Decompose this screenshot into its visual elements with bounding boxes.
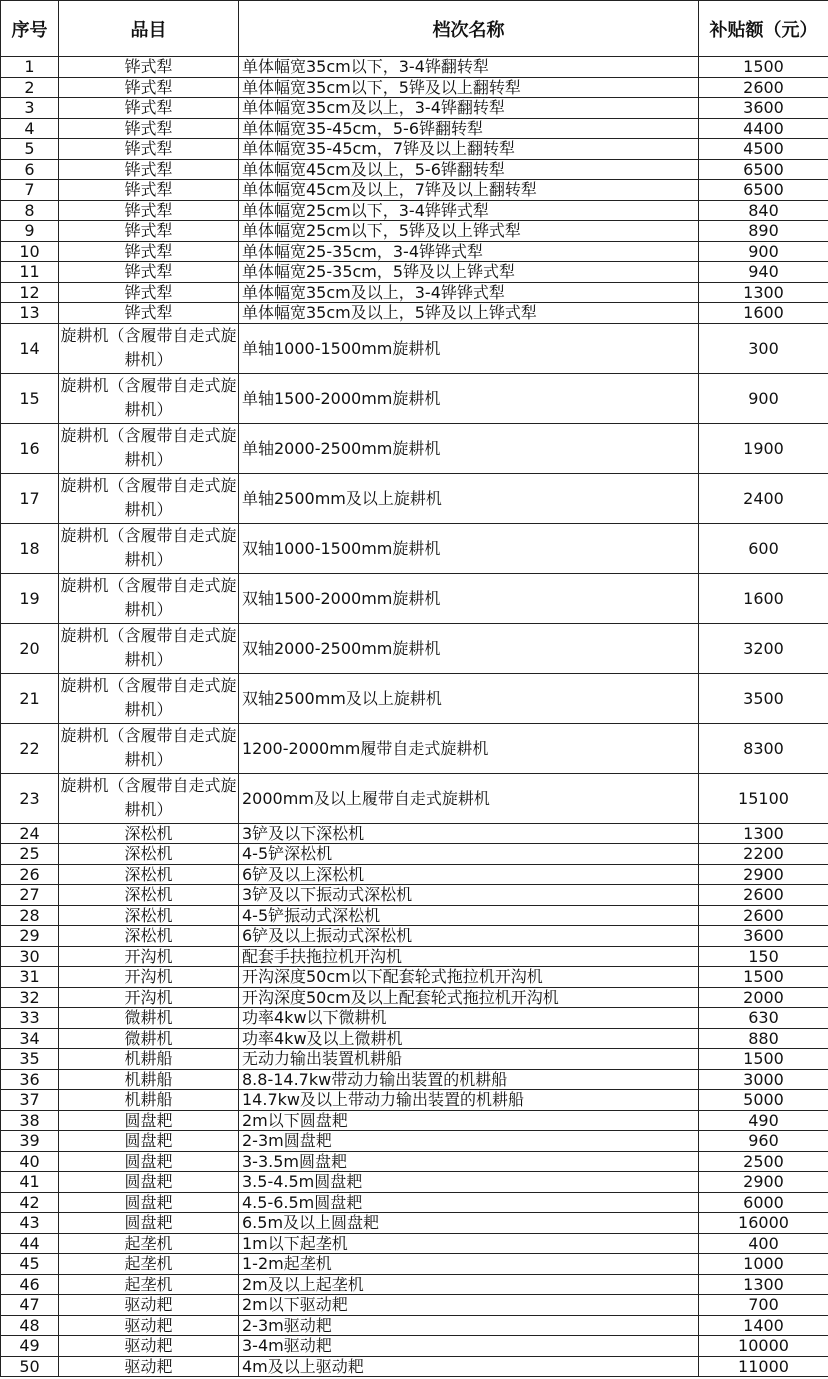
row-amount: 10000 [699,1336,828,1357]
row-spec: 4-5铲深松机 [239,844,699,865]
row-no: 32 [1,987,59,1008]
row-no: 30 [1,946,59,967]
row-amount: 890 [699,221,828,242]
row-no: 36 [1,1069,59,1090]
table-row [1,57,828,78]
row-amount: 880 [699,1028,828,1049]
header-spec: 档次名称 [239,1,699,57]
row-no: 48 [1,1315,59,1336]
row-spec: 单体幅宽25-35cm，3-4铧铧式犁 [239,241,699,262]
row-amount: 400 [699,1233,828,1254]
row-spec: 1-2m起垄机 [239,1254,699,1275]
table-row [1,423,828,473]
row-spec: 1m以下起垄机 [239,1233,699,1254]
table-row [1,1090,828,1111]
row-item: 旋耕机（含履带自走式旋耕机） [59,623,239,673]
table-row [1,282,828,303]
row-no: 21 [1,673,59,723]
table-row [1,523,828,573]
row-no: 5 [1,139,59,160]
table-row [1,864,828,885]
row-amount: 1500 [699,57,828,78]
row-no: 39 [1,1131,59,1152]
row-amount: 1500 [699,1049,828,1070]
row-item: 旋耕机（含履带自走式旋耕机） [59,723,239,773]
table-row [1,241,828,262]
table-row [1,77,828,98]
row-amount: 2600 [699,885,828,906]
row-amount: 1400 [699,1315,828,1336]
row-spec: 3-3.5m圆盘耙 [239,1151,699,1172]
table-body [1,57,828,1377]
row-amount: 2000 [699,987,828,1008]
row-no: 11 [1,262,59,283]
row-spec: 4.5-6.5m圆盘耙 [239,1192,699,1213]
row-amount: 150 [699,946,828,967]
row-spec: 1200-2000mm履带自走式旋耕机 [239,723,699,773]
row-amount: 1900 [699,423,828,473]
row-spec: 开沟深度50cm以下配套轮式拖拉机开沟机 [239,967,699,988]
row-amount: 2400 [699,473,828,523]
row-amount: 300 [699,323,828,373]
row-item: 圆盘耙 [59,1192,239,1213]
row-item: 圆盘耙 [59,1213,239,1234]
table-row [1,98,828,119]
row-no: 43 [1,1213,59,1234]
row-amount: 1500 [699,967,828,988]
row-no: 35 [1,1049,59,1070]
row-no: 33 [1,1008,59,1029]
table-row [1,723,828,773]
row-spec: 2-3m圆盘耙 [239,1131,699,1152]
table-row [1,573,828,623]
row-amount: 700 [699,1295,828,1316]
table-row [1,673,828,723]
row-amount: 3000 [699,1069,828,1090]
row-spec: 单轴2000-2500mm旋耕机 [239,423,699,473]
table-row [1,180,828,201]
row-spec: 4-5铲振动式深松机 [239,905,699,926]
header-row [1,1,828,57]
table-row [1,1356,828,1377]
row-no: 8 [1,200,59,221]
row-amount: 4500 [699,139,828,160]
row-spec: 14.7kw及以上带动力输出装置的机耕船 [239,1090,699,1111]
table-row [1,1336,828,1357]
row-amount: 2200 [699,844,828,865]
row-spec: 单体幅宽45cm及以上，5-6铧翻转犁 [239,159,699,180]
row-spec: 双轴1000-1500mm旋耕机 [239,523,699,573]
row-amount: 490 [699,1110,828,1131]
row-no: 20 [1,623,59,673]
row-spec: 单体幅宽25cm以下，5铧及以上铧式犁 [239,221,699,242]
row-spec: 双轴2500mm及以上旋耕机 [239,673,699,723]
row-item: 驱动耙 [59,1356,239,1377]
row-amount: 6000 [699,1192,828,1213]
row-spec: 单体幅宽45cm及以上，7铧及以上翻转犁 [239,180,699,201]
row-item: 开沟机 [59,987,239,1008]
row-no: 16 [1,423,59,473]
row-amount: 15100 [699,773,828,823]
table-row [1,373,828,423]
row-item: 旋耕机（含履带自走式旋耕机） [59,373,239,423]
row-item: 铧式犁 [59,262,239,283]
row-item: 铧式犁 [59,118,239,139]
row-no: 47 [1,1295,59,1316]
row-spec: 单体幅宽35cm以下，3-4铧翻转犁 [239,57,699,78]
table-row [1,823,828,844]
row-item: 深松机 [59,864,239,885]
table-row [1,118,828,139]
row-amount: 11000 [699,1356,828,1377]
row-item: 圆盘耙 [59,1131,239,1152]
row-amount: 6500 [699,180,828,201]
row-no: 4 [1,118,59,139]
row-no: 46 [1,1274,59,1295]
table-row [1,623,828,673]
table-row [1,1008,828,1029]
row-item: 开沟机 [59,967,239,988]
row-spec: 开沟深度50cm及以上配套轮式拖拉机开沟机 [239,987,699,1008]
row-amount: 6500 [699,159,828,180]
row-no: 18 [1,523,59,573]
table-row [1,303,828,324]
table-row [1,1028,828,1049]
row-spec: 单体幅宽25-35cm，5铧及以上铧式犁 [239,262,699,283]
row-spec: 6铲及以上振动式深松机 [239,926,699,947]
row-amount: 3600 [699,926,828,947]
row-spec: 单体幅宽25cm以下，3-4铧铧式犁 [239,200,699,221]
row-spec: 单体幅宽35-45cm，5-6铧翻转犁 [239,118,699,139]
row-spec: 4m及以上驱动耙 [239,1356,699,1377]
row-amount: 3200 [699,623,828,673]
row-item: 铧式犁 [59,139,239,160]
row-spec: 无动力输出装置机耕船 [239,1049,699,1070]
table-row [1,946,828,967]
row-amount: 1300 [699,282,828,303]
row-item: 旋耕机（含履带自走式旋耕机） [59,773,239,823]
row-amount: 2500 [699,1151,828,1172]
row-amount: 2600 [699,905,828,926]
table-header [1,1,828,57]
header-no: 序号 [1,1,59,57]
row-no: 22 [1,723,59,773]
table-row [1,262,828,283]
row-no: 24 [1,823,59,844]
table-row [1,967,828,988]
row-spec: 单轴2500mm及以上旋耕机 [239,473,699,523]
row-amount: 600 [699,523,828,573]
row-spec: 6铲及以上深松机 [239,864,699,885]
table-row [1,987,828,1008]
header-subsidy: 补贴额（元） [699,1,828,57]
table-row [1,1254,828,1275]
row-amount: 1000 [699,1254,828,1275]
row-item: 微耕机 [59,1028,239,1049]
row-no: 37 [1,1090,59,1111]
row-amount: 2900 [699,1172,828,1193]
row-amount: 1600 [699,303,828,324]
row-no: 42 [1,1192,59,1213]
row-no: 17 [1,473,59,523]
row-spec: 功率4kw及以上微耕机 [239,1028,699,1049]
row-no: 7 [1,180,59,201]
row-item: 深松机 [59,926,239,947]
table-row [1,323,828,373]
row-amount: 16000 [699,1213,828,1234]
row-amount: 2600 [699,77,828,98]
table-row [1,773,828,823]
row-spec: 3.5-4.5m圆盘耙 [239,1172,699,1193]
row-no: 25 [1,844,59,865]
table-row [1,1274,828,1295]
row-item: 铧式犁 [59,57,239,78]
table-row [1,159,828,180]
row-spec: 6.5m及以上圆盘耙 [239,1213,699,1234]
row-no: 40 [1,1151,59,1172]
table-row [1,926,828,947]
table-row [1,139,828,160]
row-amount: 900 [699,241,828,262]
row-no: 31 [1,967,59,988]
row-no: 28 [1,905,59,926]
row-spec: 3铲及以下深松机 [239,823,699,844]
row-no: 38 [1,1110,59,1131]
row-item: 铧式犁 [59,241,239,262]
row-amount: 940 [699,262,828,283]
row-item: 起垄机 [59,1274,239,1295]
row-item: 深松机 [59,885,239,906]
header-item: 品目 [59,1,239,57]
row-item: 圆盘耙 [59,1151,239,1172]
row-spec: 双轴2000-2500mm旋耕机 [239,623,699,673]
row-item: 深松机 [59,844,239,865]
row-amount: 1300 [699,823,828,844]
row-item: 铧式犁 [59,200,239,221]
row-amount: 1300 [699,1274,828,1295]
row-no: 2 [1,77,59,98]
row-no: 6 [1,159,59,180]
row-item: 铧式犁 [59,221,239,242]
table-row [1,1069,828,1090]
table-row [1,200,828,221]
row-no: 10 [1,241,59,262]
row-spec: 单体幅宽35cm及以上，3-4铧翻转犁 [239,98,699,119]
table-row [1,1110,828,1131]
row-no: 29 [1,926,59,947]
row-amount: 5000 [699,1090,828,1111]
row-amount: 3500 [699,673,828,723]
row-item: 旋耕机（含履带自走式旋耕机） [59,323,239,373]
row-spec: 单体幅宽35cm及以上，5铧及以上铧式犁 [239,303,699,324]
row-item: 机耕船 [59,1090,239,1111]
row-item: 圆盘耙 [59,1110,239,1131]
row-amount: 900 [699,373,828,423]
row-amount: 2900 [699,864,828,885]
row-item: 圆盘耙 [59,1172,239,1193]
row-no: 41 [1,1172,59,1193]
row-no: 14 [1,323,59,373]
row-spec: 2m以下圆盘耙 [239,1110,699,1131]
row-item: 驱动耙 [59,1336,239,1357]
row-no: 44 [1,1233,59,1254]
row-no: 27 [1,885,59,906]
row-item: 起垄机 [59,1233,239,1254]
row-no: 9 [1,221,59,242]
table-row [1,221,828,242]
row-no: 49 [1,1336,59,1357]
table-row [1,1315,828,1336]
row-item: 开沟机 [59,946,239,967]
row-item: 机耕船 [59,1049,239,1070]
table-row [1,1172,828,1193]
row-no: 34 [1,1028,59,1049]
table-row [1,1192,828,1213]
row-no: 23 [1,773,59,823]
row-item: 铧式犁 [59,98,239,119]
row-item: 深松机 [59,905,239,926]
row-item: 铧式犁 [59,180,239,201]
row-item: 铧式犁 [59,282,239,303]
row-item: 旋耕机（含履带自走式旋耕机） [59,573,239,623]
row-item: 旋耕机（含履带自走式旋耕机） [59,673,239,723]
row-item: 铧式犁 [59,159,239,180]
row-no: 50 [1,1356,59,1377]
table-row [1,1151,828,1172]
table-row [1,1049,828,1070]
row-spec: 单体幅宽35-45cm，7铧及以上翻转犁 [239,139,699,160]
row-item: 深松机 [59,823,239,844]
row-amount: 960 [699,1131,828,1152]
row-no: 12 [1,282,59,303]
row-item: 铧式犁 [59,303,239,324]
row-item: 微耕机 [59,1008,239,1029]
table-row [1,473,828,523]
row-no: 26 [1,864,59,885]
table-row [1,885,828,906]
row-spec: 2000mm及以上履带自走式旋耕机 [239,773,699,823]
row-no: 13 [1,303,59,324]
row-spec: 2m及以上起垄机 [239,1274,699,1295]
row-amount: 3600 [699,98,828,119]
row-item: 起垄机 [59,1254,239,1275]
row-spec: 8.8-14.7kw带动力输出装置的机耕船 [239,1069,699,1090]
row-item: 驱动耙 [59,1295,239,1316]
row-spec: 单体幅宽35cm以下，5铧及以上翻转犁 [239,77,699,98]
row-item: 旋耕机（含履带自走式旋耕机） [59,423,239,473]
row-item: 旋耕机（含履带自走式旋耕机） [59,523,239,573]
row-no: 15 [1,373,59,423]
row-spec: 2m以下驱动耙 [239,1295,699,1316]
table-row [1,905,828,926]
table-row [1,1233,828,1254]
row-no: 19 [1,573,59,623]
row-spec: 单轴1000-1500mm旋耕机 [239,323,699,373]
row-spec: 功率4kw以下微耕机 [239,1008,699,1029]
row-amount: 8300 [699,723,828,773]
row-spec: 双轴1500-2000mm旋耕机 [239,573,699,623]
row-spec: 3铲及以下振动式深松机 [239,885,699,906]
row-item: 机耕船 [59,1069,239,1090]
row-spec: 3-4m驱动耙 [239,1336,699,1357]
table-row [1,1131,828,1152]
row-spec: 单体幅宽35cm及以上，3-4铧铧式犁 [239,282,699,303]
row-no: 3 [1,98,59,119]
table-row [1,1213,828,1234]
row-item: 驱动耙 [59,1315,239,1336]
row-amount: 840 [699,200,828,221]
row-spec: 单轴1500-2000mm旋耕机 [239,373,699,423]
row-spec: 配套手扶拖拉机开沟机 [239,946,699,967]
row-amount: 4400 [699,118,828,139]
row-item: 铧式犁 [59,77,239,98]
row-spec: 2-3m驱动耙 [239,1315,699,1336]
row-amount: 1600 [699,573,828,623]
row-no: 1 [1,57,59,78]
row-no: 45 [1,1254,59,1275]
table-row [1,1295,828,1316]
row-amount: 630 [699,1008,828,1029]
table-row [1,844,828,865]
row-item: 旋耕机（含履带自走式旋耕机） [59,473,239,523]
